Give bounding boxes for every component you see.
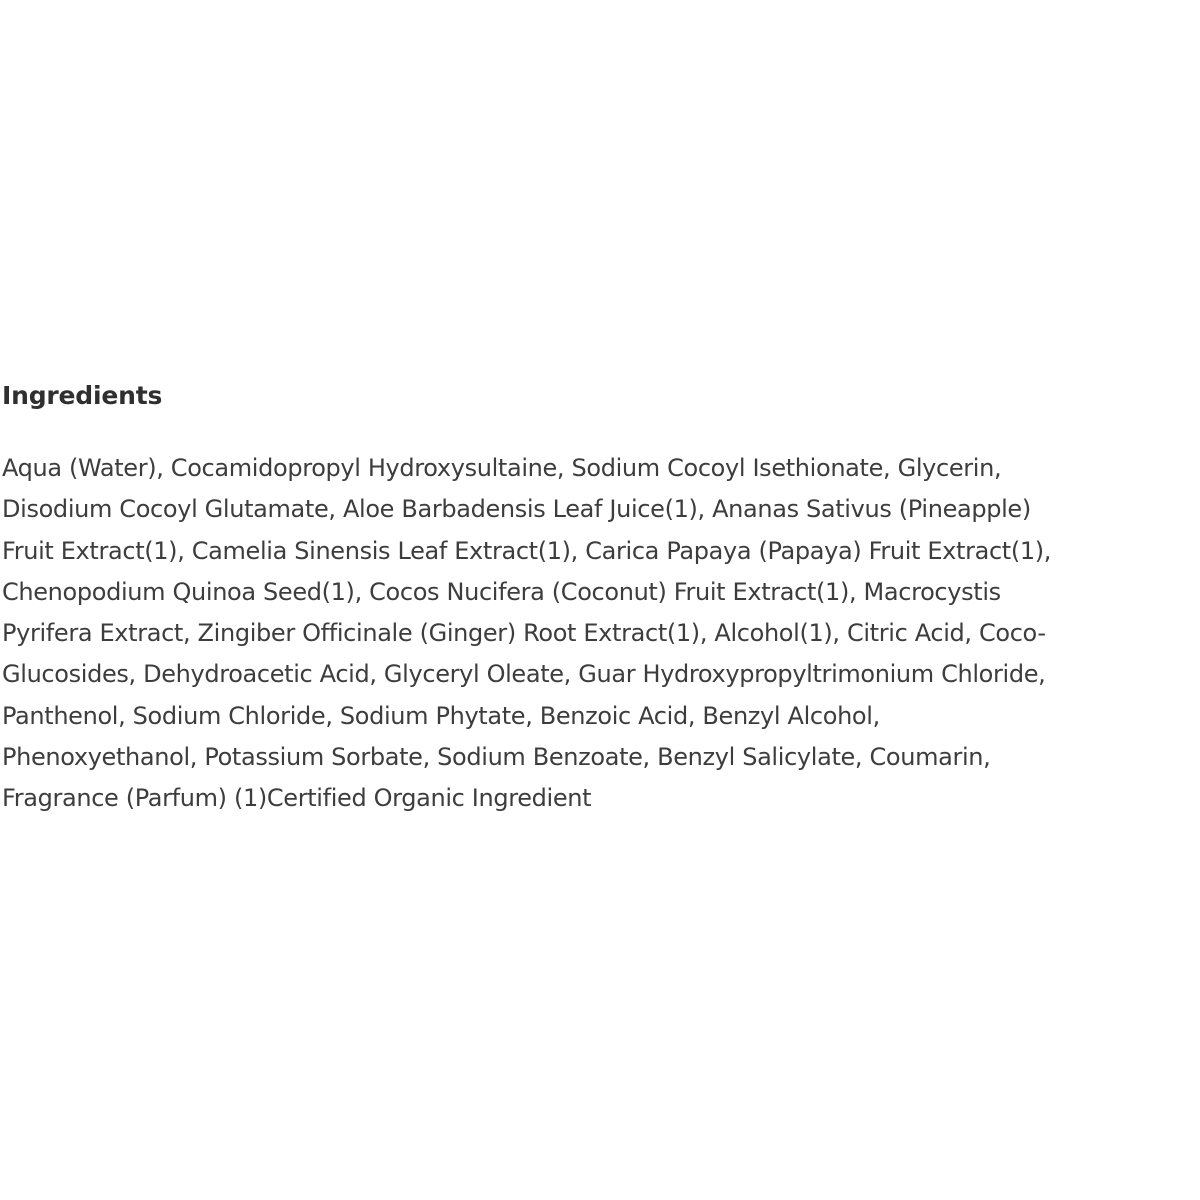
ingredients-line: Panthenol, Sodium Chloride, Sodium Phytate, Benzoic Acid, Benzyl Alcohol, [2,701,880,730]
ingredients-line: Pyrifera Extract, Zingiber Officinale (Ginger) Root Extract(1), Alcohol(1), Citric Acid, Coco- [2,619,1046,648]
ingredients-heading: Ingredients [2,381,163,410]
ingredients-section [2,376,1198,820]
ingredients-line: Disodium Cocoyl Glutamate, Aloe Barbadensis Leaf Juice(1), Ananas Sativus (Pineapple) [2,495,1031,524]
ingredients-line: Aqua (Water), Cocamidopropyl Hydroxysultaine, Sodium Cocoyl Isethionate, Glycerin, [2,454,1002,482]
ingredients-line: Fragrance (Parfum) (1)Certified Organic Ingredient [2,784,592,813]
ingredients-line: Phenoxyethanol, Potassium Sorbate, Sodium Benzoate, Benzyl Salicylate, Coumarin, [2,743,991,772]
ingredients-list [2,448,1198,820]
ingredients-line: Chenopodium Quinoa Seed(1), Cocos Nucifera (Coconut) Fruit Extract(1), Macrocystis [2,577,1001,606]
ingredients-line: Fruit Extract(1), Camelia Sinensis Leaf Extract(1), Carica Papaya (Papaya) Fruit Extract(1), [2,536,1052,565]
ingredients-line: Glucosides, Dehydroacetic Acid, Glyceryl Oleate, Guar Hydroxypropyltrimonium Chloride, [2,660,1046,689]
